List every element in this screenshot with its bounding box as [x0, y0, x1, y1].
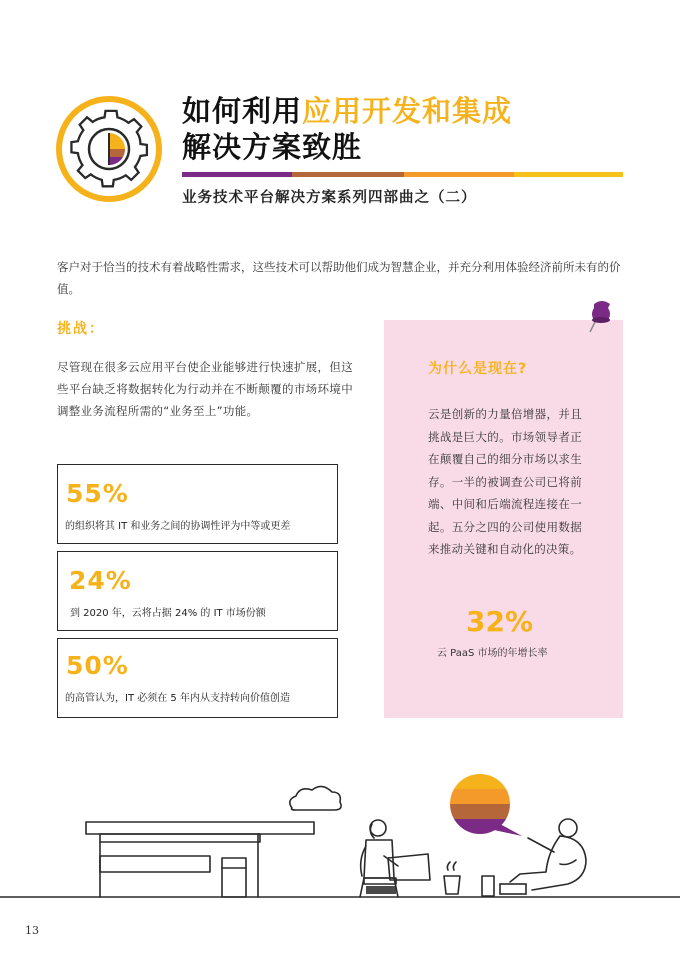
intro-paragraph: 客户对于恰当的技术有着战略性需求，这些技术可以帮助他们成为智慧企业，并充分利用体验经济前所未有的价值。 [57, 260, 621, 296]
stat-value: 24% [69, 566, 132, 595]
color-bar-brown [292, 172, 404, 177]
stat-box-3 [57, 638, 338, 718]
stat-description: 到 2020 年，云将占据 24% 的 IT 市场份额 [70, 608, 266, 619]
stat-value: 55% [66, 479, 129, 508]
office-illustration [0, 760, 680, 940]
stat-value: 50% [66, 651, 129, 680]
color-bar-purple [182, 172, 292, 177]
challenge-heading: 挑战： [57, 321, 105, 337]
stat-description: 的高管认为，IT 必须在 5 年内从支持转向价值创造 [65, 693, 290, 704]
pushpin-icon [586, 298, 616, 334]
page-title-line2: 解决方案致胜 [182, 130, 363, 164]
gear-icon [55, 95, 163, 203]
title-accent: 应用开发和集成 [302, 94, 513, 128]
stat-box-1 [57, 464, 338, 544]
paas-growth-desc: 云 PaaS 市场的年增长率 [437, 648, 548, 659]
page-number: 13 [25, 924, 39, 937]
subtitle: 业务技术平台解决方案系列四部曲之（二） [182, 190, 477, 206]
why-now-paragraph: 云是创新的力量倍增器，并且挑战是巨大的。市场领导者正在颠覆自己的细分市场以求生存。一半的被调查公司已将前端、中间和后端流程连接在一起。五分之四的公司使用数据来推动关键和自动化的决策。 [428, 407, 582, 556]
stat-box-2 [57, 551, 338, 631]
speech-bubble-icon [450, 774, 522, 836]
color-bar-orange [404, 172, 514, 177]
cloud-icon [290, 786, 341, 810]
why-now-heading: 为什么是现在? [428, 361, 528, 377]
paas-growth-value: 32% [466, 605, 534, 638]
title-plain: 如何利用 [182, 94, 303, 128]
challenge-paragraph: 尽管现在很多云应用平台使企业能够进行快速扩展，但这些平台缺乏将数据转化为行动并在不断颠覆的市场环境中调整业务流程所需的“业务至上”功能。 [57, 360, 353, 418]
coffee-cup-icon [444, 876, 460, 894]
page-title-line1 [182, 93, 512, 129]
stat-description: 的组织将其 IT 和业务之间的协调性评为中等或更差 [65, 521, 291, 532]
color-bar-yellow [514, 172, 623, 177]
